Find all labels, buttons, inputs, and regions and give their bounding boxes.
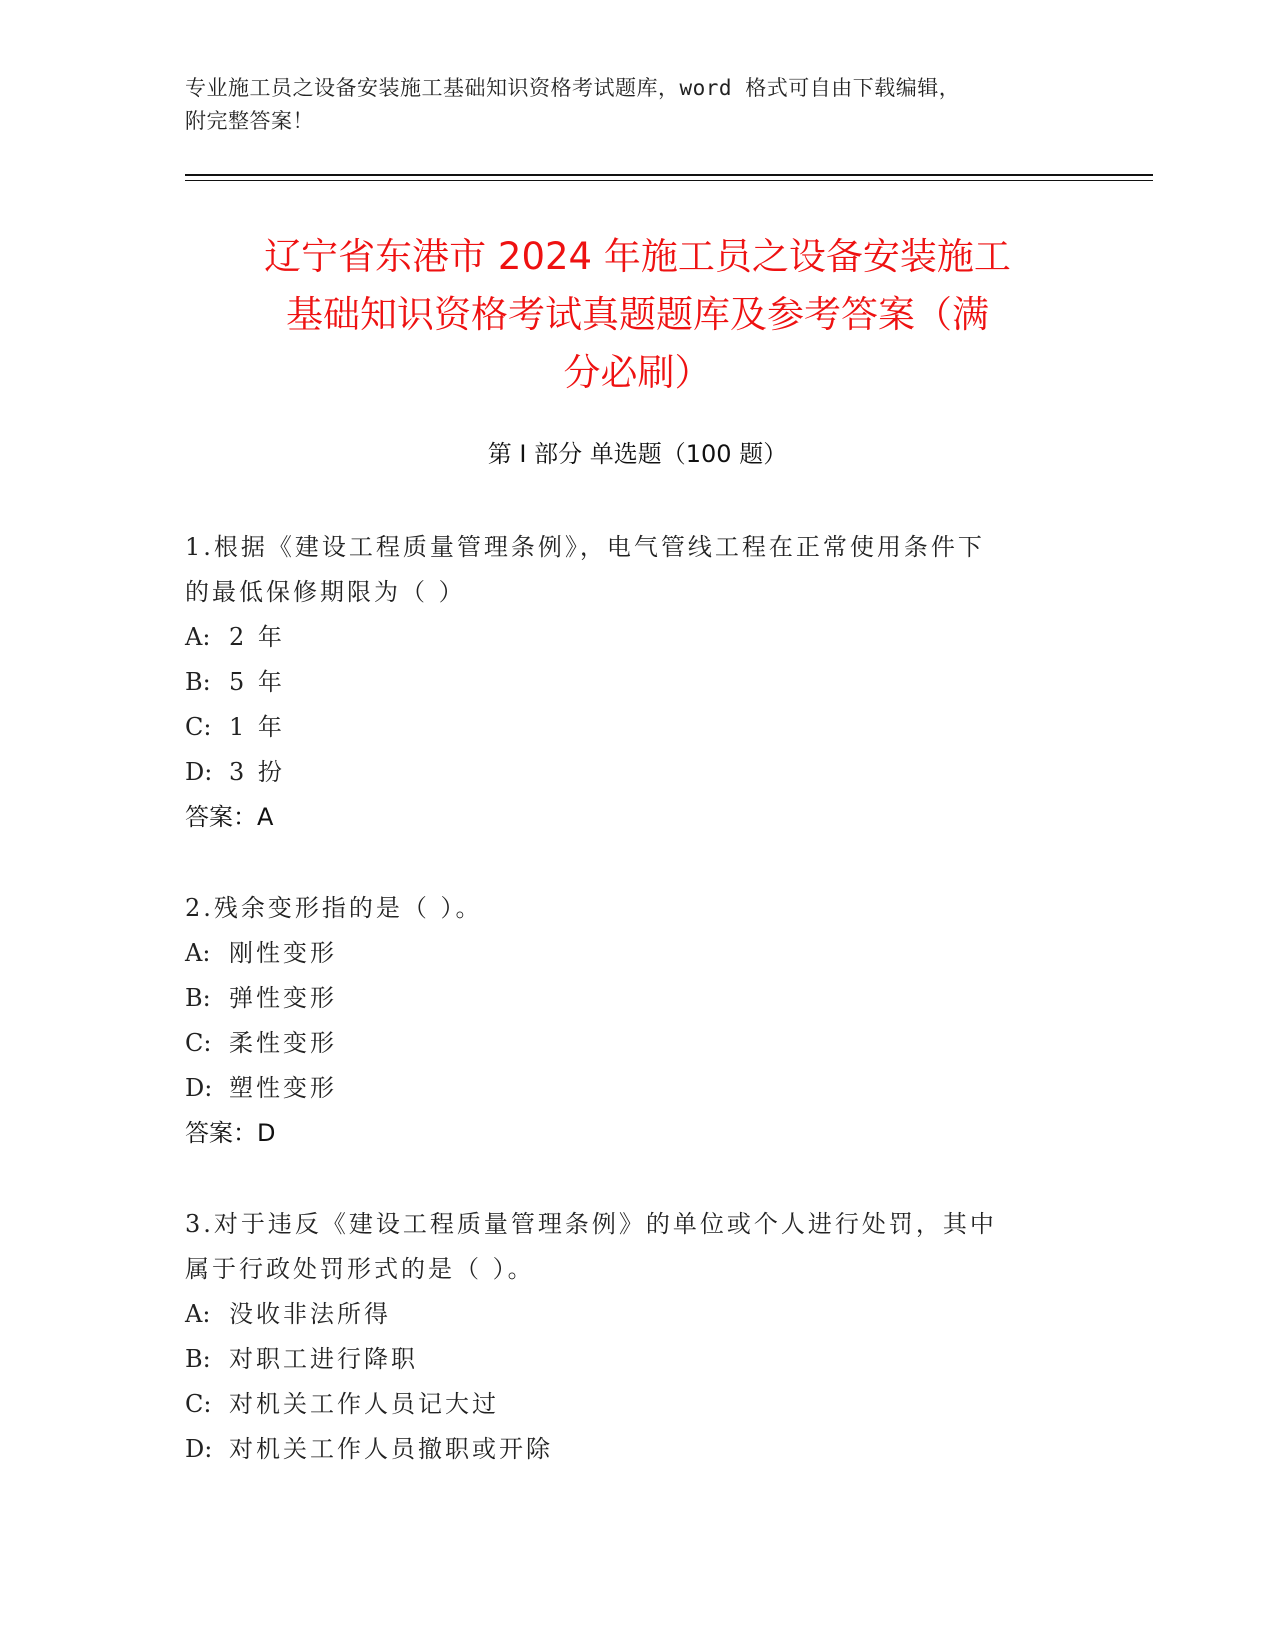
question-3	[185, 1202, 1085, 1472]
question-1	[185, 525, 1085, 840]
option-key: B:	[185, 984, 211, 1012]
option-a	[185, 1292, 1085, 1337]
option-b	[185, 1337, 1085, 1382]
answer-line: 答案：D	[185, 1119, 276, 1147]
document-title-line-2: 基础知识资格考试真题题库及参考答案（满	[286, 293, 989, 336]
question-stem-line: 3.对于违反《建设工程质量管理条例》的单位或个人进行处罚，其中	[185, 1210, 997, 1238]
header-note-line-2: 附完整答案！	[185, 109, 314, 133]
option-key: D:	[185, 1074, 213, 1102]
option-text: 没收非法所得	[229, 1300, 391, 1328]
option-key: C:	[185, 1390, 212, 1418]
option-a	[185, 931, 1085, 976]
option-text: 1 年	[229, 713, 285, 741]
section-heading: 第 I 部分 单选题（100 题）	[487, 440, 788, 468]
option-text: 2 年	[229, 623, 285, 651]
option-text: 3 扮	[229, 758, 285, 786]
option-text: 对职工进行降职	[229, 1345, 418, 1373]
option-text: 柔性变形	[229, 1029, 337, 1057]
document-title	[185, 228, 1090, 402]
option-text: 刚性变形	[229, 939, 337, 967]
option-d	[185, 1066, 1085, 1111]
option-b	[185, 976, 1085, 1021]
option-text: 对机关工作人员撤职或开除	[229, 1435, 553, 1463]
header-note	[185, 72, 1065, 138]
question-list	[185, 525, 1085, 1518]
option-text: 对机关工作人员记大过	[229, 1390, 499, 1418]
option-text: 弹性变形	[229, 984, 337, 1012]
header-divider-thin	[185, 180, 1153, 181]
header-divider-thick	[185, 174, 1153, 176]
header-note-line-1: 专业施工员之设备安装施工基础知识资格考试题库，word 格式可自由下载编辑，	[185, 76, 961, 100]
question-stem-line: 1.根据《建设工程质量管理条例》，电气管线工程在正常使用条件下	[185, 533, 985, 561]
option-key: C:	[185, 1029, 212, 1057]
question-stem-line: 属于行政处罚形式的是（ ）。	[185, 1255, 535, 1283]
option-a	[185, 615, 1085, 660]
option-key: A:	[185, 939, 211, 967]
option-b	[185, 660, 1085, 705]
option-key: A:	[185, 623, 211, 651]
option-d	[185, 1427, 1085, 1472]
option-c	[185, 705, 1085, 750]
option-key: B:	[185, 1345, 211, 1373]
option-key: D:	[185, 758, 213, 786]
option-c	[185, 1021, 1085, 1066]
answer-line: 答案：A	[185, 803, 274, 831]
question-stem-line: 的最低保修期限为（ ）	[185, 578, 466, 606]
document-title-line-3: 分必刷）	[563, 351, 712, 394]
option-key: B:	[185, 668, 211, 696]
option-key: D:	[185, 1435, 213, 1463]
option-text: 5 年	[229, 668, 285, 696]
question-stem-line: 2.残余变形指的是（ ）。	[185, 894, 483, 922]
option-key: A:	[185, 1300, 211, 1328]
question-2	[185, 886, 1085, 1156]
option-text: 塑性变形	[229, 1074, 337, 1102]
option-d	[185, 750, 1085, 795]
document-title-line-1: 辽宁省东港市 2024 年施工员之设备安装施工	[264, 235, 1011, 278]
option-c	[185, 1382, 1085, 1427]
option-key: C:	[185, 713, 212, 741]
